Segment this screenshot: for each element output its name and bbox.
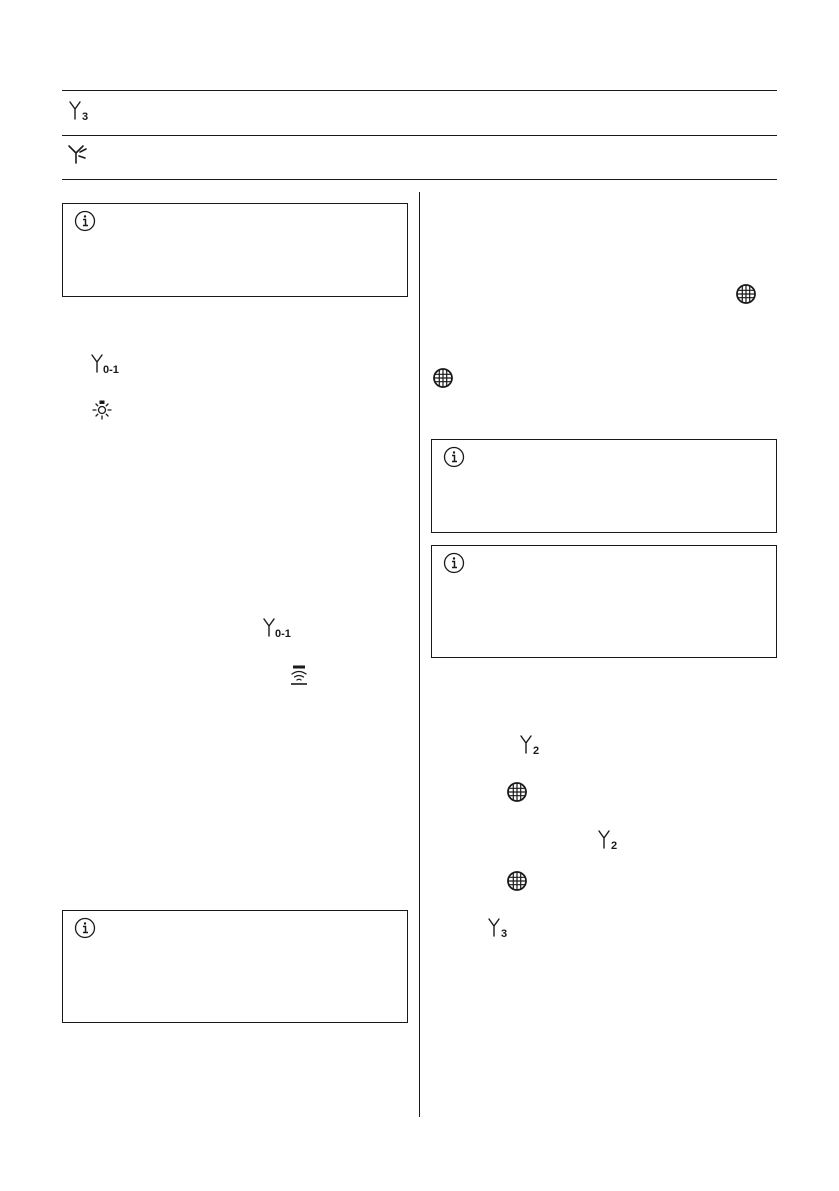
info-note-box xyxy=(62,203,408,297)
table-bottom-rule xyxy=(62,179,777,180)
column-divider xyxy=(419,192,420,1117)
info-icon xyxy=(74,917,96,939)
fan-speed-2-icon xyxy=(517,733,551,757)
fan-speed-2-icon xyxy=(595,828,629,852)
light-bulb-icon xyxy=(90,399,114,423)
fan-speed-3-icon xyxy=(485,916,519,940)
fan-speed-label: 3 xyxy=(501,928,508,940)
info-icon xyxy=(74,210,96,232)
info-note-box xyxy=(431,439,777,533)
fan-speed-3-icon xyxy=(66,99,98,123)
fan-speed-label: 0-1 xyxy=(103,364,119,376)
hob-to-hood-signal-icon xyxy=(288,664,310,686)
info-note-box xyxy=(62,910,408,1023)
table-top-rule xyxy=(62,90,777,91)
fan-speed-0-1-icon xyxy=(260,616,300,640)
table-row-divider xyxy=(62,135,777,136)
info-icon xyxy=(443,446,465,468)
filter-grid-icon xyxy=(432,367,454,389)
filter-grid-icon xyxy=(735,283,757,305)
info-icon xyxy=(443,552,465,574)
fan-boost-icon xyxy=(66,143,90,167)
fan-speed-label: 2 xyxy=(533,745,540,757)
filter-grid-icon xyxy=(506,781,528,803)
fan-speed-label: 3 xyxy=(82,111,89,123)
fan-speed-label: 2 xyxy=(611,840,618,852)
fan-speed-label: 0-1 xyxy=(275,628,291,640)
fan-speed-0-1-icon xyxy=(88,352,128,376)
filter-grid-icon xyxy=(506,870,528,892)
info-note-box xyxy=(431,545,777,658)
